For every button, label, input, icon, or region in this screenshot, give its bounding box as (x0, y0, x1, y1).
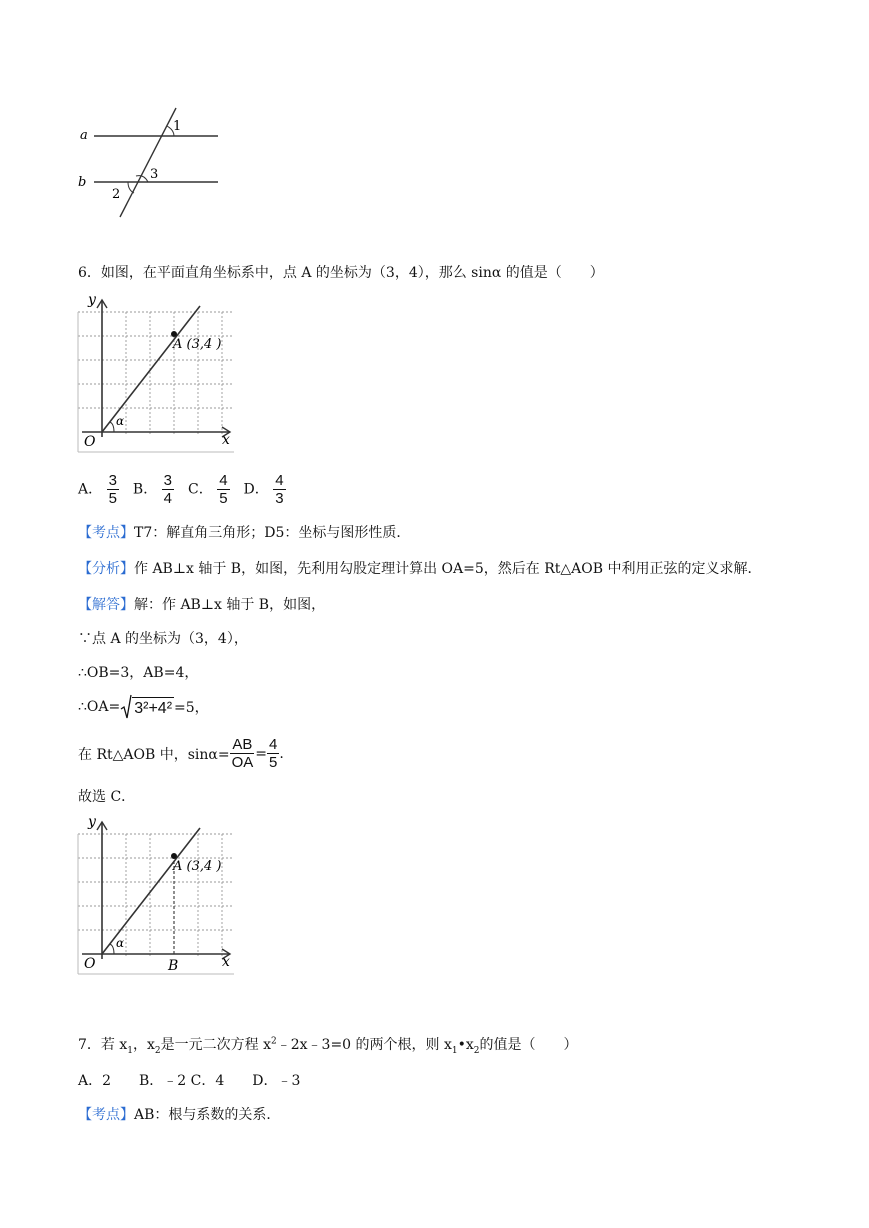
fenxi-tag: 【分析】 (78, 561, 134, 577)
point-a-label: A (3,4 ) (173, 859, 222, 874)
point-b-label: B (168, 958, 179, 974)
kaodian-tag: 【考点】 (78, 525, 134, 541)
q6-options (78, 472, 300, 507)
point-a-label: A (3,4 ) (173, 337, 222, 352)
coordinate-graph (72, 292, 237, 457)
answer-line: 故选 C． (78, 789, 136, 805)
x-axis-label: x (222, 432, 230, 448)
sqrt-sign (120, 694, 132, 720)
q6-jieda (78, 594, 325, 614)
jieda-text: 解：作 AB⊥x 轴于 B，如图， (134, 597, 326, 613)
option-d[interactable]: D． $\frac{4}{3}$ (243, 472, 284, 507)
y-axis-label: y (88, 814, 96, 830)
q7-kaodian (78, 1104, 280, 1124)
q6-fenxi (78, 558, 761, 578)
solution-line-3: ∴OA= 3²+4² =5， (78, 694, 209, 720)
origin-label: O (84, 956, 96, 972)
kaodian-tag: 【考点】 (78, 1107, 134, 1123)
q7-stem: 7．若 $x_1$，$x_2$是一元二次方程 $x^2﹣2x﹣3=0$ 的两个根，则 $x_1•x_2$的值是（ ） (78, 1036, 578, 1056)
alpha-label: α (116, 936, 125, 950)
y-axis-label: y (88, 292, 96, 308)
option-b[interactable]: B． $\frac{3}{4}$ (132, 472, 173, 507)
line-a-label: a (80, 128, 88, 143)
x-axis-label: x (222, 954, 230, 970)
origin-label: O (84, 434, 96, 450)
kaodian-text: T7：解直角三角形；D5：坐标与图形性质． (134, 525, 411, 541)
jieda-tag: 【解答】 (78, 597, 134, 613)
angle-3-label: 3 (150, 167, 159, 182)
line-b-label: b (78, 175, 87, 190)
alpha-label: α (116, 414, 125, 428)
q7-options: A．2 B．﹣2 C．4 D．﹣3 (78, 1073, 301, 1089)
angle-2-label: 2 (112, 187, 121, 202)
option-c[interactable]: C． $\frac{4}{5}$ (188, 472, 228, 507)
angle-1-label: 1 (173, 119, 182, 134)
q6-kaodian (78, 522, 410, 542)
coordinate-graph-with-b (72, 814, 237, 979)
solution-line-1: ∵点 A 的坐标为（3，4）， (78, 631, 248, 647)
kaodian-text: AB：根与系数的关系． (134, 1107, 281, 1123)
radicand: 3²+4² (132, 697, 174, 718)
parallel-lines-figure (70, 100, 230, 225)
q6-stem: 6．如图，在平面直角坐标系中，点 A 的坐标为（3，4），那么 sinα 的值是（ ） (78, 265, 604, 281)
fenxi-text: 作 AB⊥x 轴于 B，如图，先利用勾股定理计算出 OA=5，然后在 Rt△AOB 中利用正弦的定义求解． (134, 561, 762, 577)
option-a[interactable]: A． $\frac{3}{5}$ (78, 472, 117, 507)
solution-line-2: ∴OB=3，AB=4， (78, 665, 199, 681)
solution-line-4: 在 Rt△AOB 中，sinα= $\frac{AB}{OA}$ = $\frac{4}{5}$ . (78, 736, 284, 771)
